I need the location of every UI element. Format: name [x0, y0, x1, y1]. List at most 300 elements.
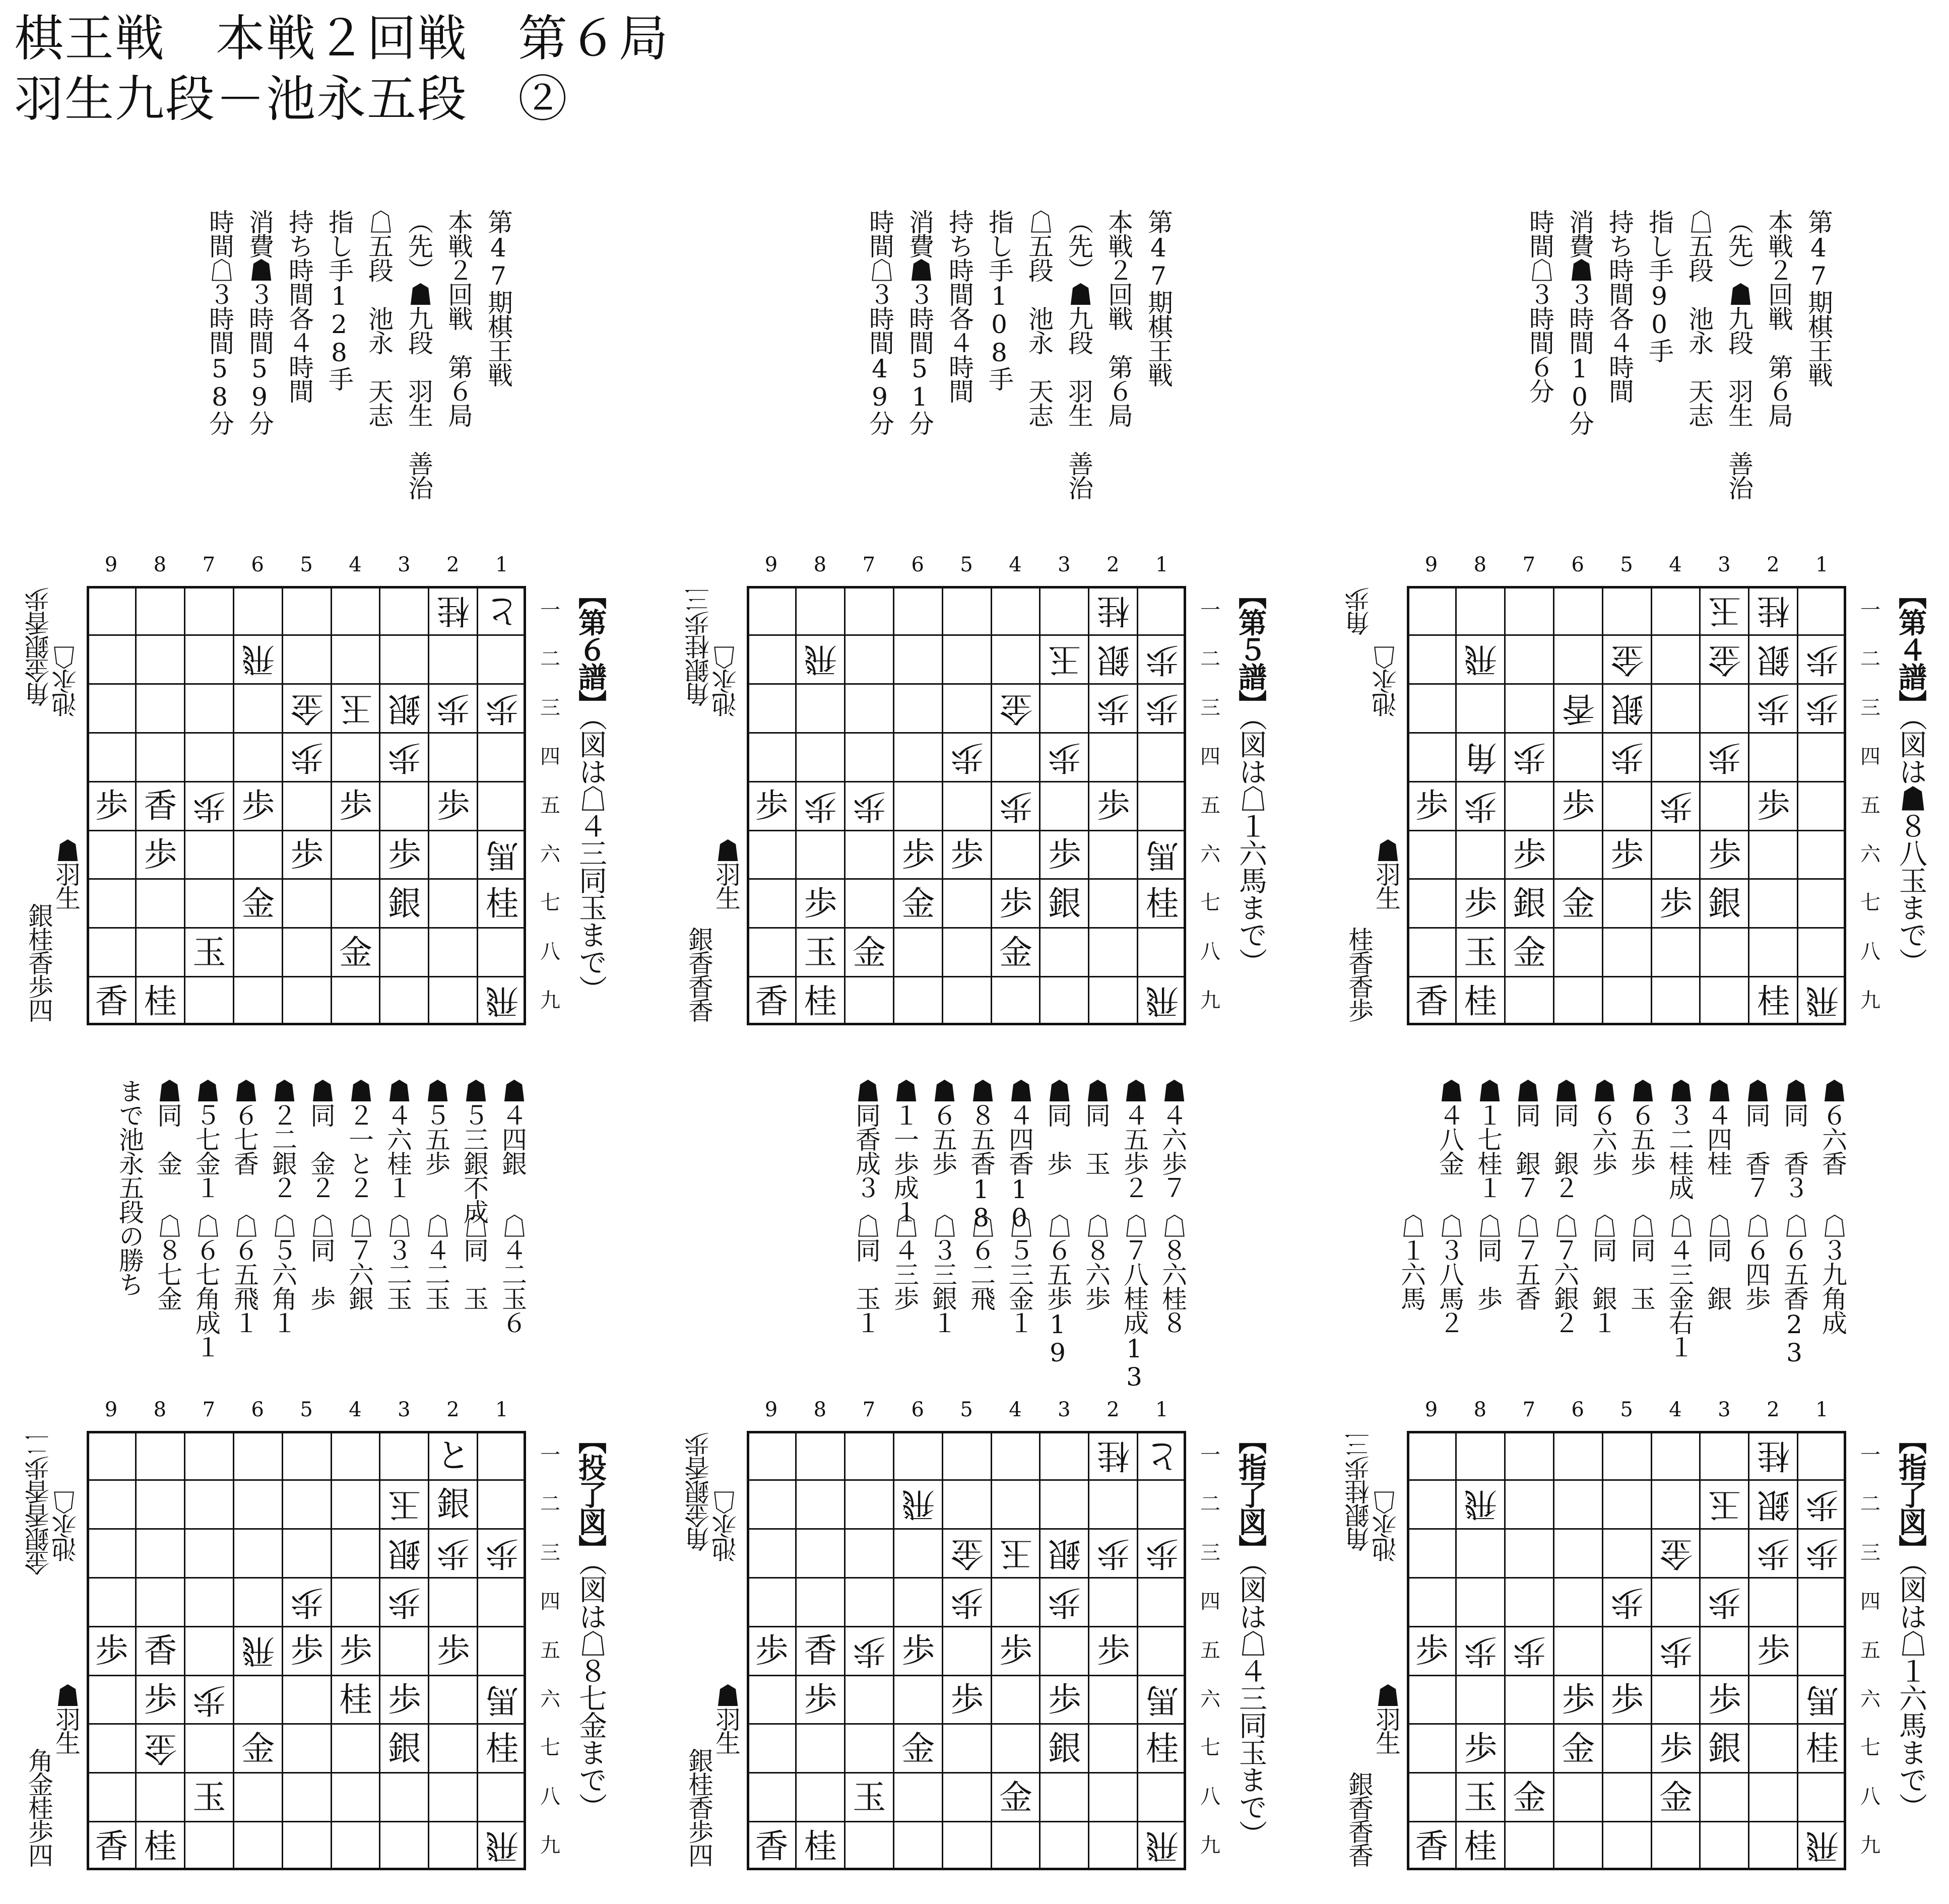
- gote-piece: 飛: [1145, 1827, 1179, 1866]
- file-number: 7: [862, 1398, 876, 1421]
- game-info-line: 第47期棋王戦: [1804, 209, 1833, 386]
- file-number: 7: [1522, 553, 1536, 576]
- sente-player-name: 羽生: [711, 1706, 741, 1754]
- sente-piece: 歩: [1610, 1680, 1644, 1719]
- sente-piece: 玉: [192, 1778, 226, 1817]
- rank-number: 六: [540, 842, 560, 866]
- game-info-line: 持ち時間各４時間: [285, 209, 314, 403]
- rank-number: 七: [540, 891, 560, 915]
- gote-piece: と: [1145, 1436, 1179, 1476]
- file-number: 9: [104, 1398, 118, 1421]
- game-info-line: 本戦２回戦 第６局: [1764, 209, 1793, 427]
- kifu-gote-move: ☖４二玉: [421, 1213, 450, 1310]
- file-number: 8: [813, 1398, 827, 1421]
- rank-number: 八: [1200, 940, 1220, 964]
- diagram-title: [576, 1426, 605, 1820]
- sente-piece: 香: [95, 981, 128, 1021]
- rank-number: 四: [1860, 1590, 1880, 1613]
- sente-piece: 香: [1415, 1826, 1449, 1866]
- kifu-gote-move: ☖３九角成: [1818, 1213, 1847, 1334]
- kifu-sente-move: ☗４六桂１: [383, 1078, 412, 1199]
- gote-piece: 角: [1464, 738, 1498, 777]
- rank-number: 六: [1200, 842, 1220, 866]
- kifu-gote-move: ☖同 歩: [1473, 1213, 1503, 1310]
- sente-player-name: 羽生: [51, 1706, 81, 1754]
- gote-piece: 歩: [1659, 787, 1693, 826]
- gote-piece: 歩: [485, 1534, 519, 1573]
- gote-piece: 歩: [1096, 689, 1130, 729]
- gote-piece: 歩: [1805, 1485, 1839, 1525]
- sente-piece: 歩: [339, 786, 372, 826]
- diagram-title: [1234, 581, 1267, 975]
- sente-piece: 歩: [1562, 786, 1595, 826]
- sente-piece: 歩: [436, 1631, 470, 1671]
- gote-piece: 銀: [1048, 1534, 1081, 1573]
- sente-piece: 歩: [901, 1631, 935, 1671]
- gote-piece: 玉: [1708, 592, 1741, 631]
- sente-piece: 歩: [144, 835, 177, 874]
- file-number: 7: [202, 1398, 216, 1421]
- rank-number: 八: [1860, 1785, 1880, 1809]
- sente-player-name: 羽生: [1372, 862, 1401, 909]
- game-info-line: ☖五段 池永 天志: [364, 209, 394, 427]
- kifu-sente-move: ☗同 金２: [306, 1078, 336, 1199]
- sente-piece: 歩: [387, 1680, 421, 1719]
- sente-piece: 歩: [804, 884, 837, 923]
- diagram-title-label: 【指了図】: [1894, 1426, 1927, 1562]
- rank-number: 二: [1200, 647, 1220, 671]
- sente-piece: 金: [1562, 1729, 1595, 1768]
- page-title-line1: 棋王戦 本戦２回戦 第６局: [14, 10, 670, 68]
- kifu-sente-move: ☗同香成３: [852, 1078, 881, 1199]
- kifu-gote-move: ☖同 銀１: [1588, 1213, 1617, 1334]
- rank-number: 五: [1200, 794, 1220, 817]
- kifu-sente-move: ☗６七香: [230, 1078, 259, 1175]
- kifu-gote-move: ☖同 銀: [1703, 1213, 1732, 1310]
- gote-name: [1374, 646, 1399, 717]
- kifu-sente-move: ☗６五歩: [1627, 1078, 1656, 1175]
- diagram-title-note: （図は☗８八玉まで）: [1895, 717, 1927, 975]
- gote-piece: 歩: [485, 689, 519, 729]
- gote-piece: 歩: [1757, 1534, 1790, 1573]
- kifu-sente-move: ☗同 歩: [1043, 1078, 1072, 1175]
- rank-number: 四: [540, 745, 560, 768]
- sente-piece: 香: [144, 786, 177, 826]
- game-info-line: 時間☖３時間58分: [205, 209, 234, 435]
- file-number: 1: [495, 553, 508, 576]
- gote-piece: 歩: [1805, 689, 1839, 729]
- gote-piece: 金: [950, 1534, 984, 1573]
- gote-piece: 歩: [1610, 738, 1644, 777]
- gote-player-name: 池永: [711, 670, 741, 717]
- sente-piece: 桂: [1464, 1826, 1498, 1866]
- gote-piece: 飛: [1464, 1485, 1498, 1525]
- diagram-title-note: （図は☖４三同玉まで）: [574, 717, 607, 1002]
- kifu-sente-move: ☗８五香18: [966, 1078, 996, 1231]
- gote-piece: 歩: [192, 787, 226, 826]
- rank-number: 八: [540, 1785, 560, 1809]
- kifu-sente-move: ☗同 香７: [1741, 1078, 1771, 1199]
- sente-piece: 桂: [1805, 1729, 1839, 1768]
- kifu-sente-move: ☗６五歩: [928, 1078, 957, 1175]
- grid-line: [89, 927, 524, 929]
- rank-number: 二: [540, 1492, 560, 1516]
- file-number: 2: [1107, 553, 1120, 576]
- sente-name: [1374, 1683, 1399, 1754]
- sente-piece: と: [436, 1436, 470, 1475]
- kifu-gote-move: ☖同 玉: [1627, 1213, 1656, 1310]
- kifu-gote-move: ☖７五香: [1512, 1213, 1541, 1310]
- gote-piece: 飛: [241, 640, 275, 680]
- sente-hand: 角金桂歩四: [24, 1748, 53, 1866]
- sente-piece: 玉: [853, 1778, 886, 1817]
- gote-piece: 歩: [1048, 738, 1081, 777]
- gote-mark: ☖: [1372, 1491, 1401, 1515]
- gote-piece: 歩: [1757, 689, 1790, 729]
- kifu-gote-move: ☖１六馬: [1397, 1213, 1426, 1310]
- sente-piece: 歩: [1708, 1680, 1741, 1719]
- rank-number: 二: [1860, 1492, 1880, 1516]
- kifu-gote-move: ☖６七角成１: [191, 1213, 221, 1358]
- sente-piece: 歩: [1610, 835, 1644, 874]
- kifu-gote-move: ☖８七金: [153, 1213, 182, 1310]
- diagram-title-label: 【第５譜】: [1234, 581, 1267, 717]
- gote-piece: 歩: [1659, 1632, 1693, 1671]
- rank-number: 五: [540, 794, 560, 817]
- sente-hand: 銀桂香歩四: [684, 1748, 713, 1866]
- sente-piece: 歩: [241, 786, 275, 826]
- sente-piece: 歩: [1415, 786, 1449, 826]
- kifu-gote-move: ☖６四歩: [1741, 1213, 1771, 1310]
- sente-piece: 金: [853, 933, 886, 972]
- gote-mark: ☖: [51, 646, 81, 670]
- gote-name: [53, 646, 79, 717]
- file-number: 5: [300, 1398, 313, 1421]
- gote-piece: 香: [1562, 689, 1595, 729]
- sente-hand: 銀香香香: [684, 927, 713, 1021]
- sente-piece: 金: [241, 884, 275, 923]
- sente-piece: 歩: [436, 786, 470, 826]
- sente-piece: 金: [901, 1729, 935, 1768]
- file-number: 5: [1620, 553, 1633, 576]
- gote-piece: 馬: [1145, 1681, 1179, 1720]
- file-number: 6: [1571, 553, 1584, 576]
- rank-number: 五: [1860, 794, 1880, 817]
- kifu-gote-move: ☖４三金右１: [1665, 1213, 1694, 1358]
- gote-piece: 歩: [290, 738, 324, 777]
- sente-piece: 桂: [144, 1826, 177, 1866]
- gote-piece: 飛: [901, 1485, 935, 1525]
- kifu-gote-move: ☖４二玉６: [498, 1213, 527, 1334]
- shogi-board: [87, 1431, 526, 1870]
- gote-piece: 金: [144, 1729, 177, 1768]
- sente-mark: ☗: [711, 1683, 741, 1706]
- sente-piece: 桂: [1145, 1729, 1179, 1768]
- gote-piece: 桂: [1757, 592, 1790, 631]
- game-info-line: 時間☖３時間６分: [1525, 209, 1554, 403]
- gote-hand: 金銀香香歩二: [24, 1433, 53, 1575]
- rank-number: 六: [1860, 1687, 1880, 1711]
- sente-piece: 桂: [485, 1729, 519, 1768]
- gote-name: [53, 1491, 79, 1562]
- gote-name: [713, 1491, 739, 1562]
- file-number: 4: [1009, 1398, 1022, 1421]
- kifu-gote-move: ☖６五香23: [1780, 1213, 1809, 1366]
- gote-player-name: 池永: [51, 1515, 81, 1562]
- sente-piece: 銀: [1048, 884, 1081, 923]
- kifu-sente-move: ☗５七金１: [191, 1078, 221, 1199]
- gote-piece: 歩: [950, 738, 984, 777]
- rank-number: 一: [1860, 599, 1880, 622]
- kifu-sente-move: ☗５五歩: [421, 1078, 450, 1175]
- file-number: 6: [911, 553, 924, 576]
- gote-piece: 金: [1708, 640, 1741, 680]
- gote-hand: 角銀桂歩三: [684, 588, 713, 707]
- kifu-gote-move: ☖７六銀: [345, 1213, 374, 1310]
- sente-piece: 歩: [1464, 1729, 1498, 1768]
- game-info-line: 第47期棋王戦: [1144, 209, 1173, 386]
- sente-piece: 桂: [804, 981, 837, 1021]
- rank-number: 五: [1200, 1638, 1220, 1662]
- sente-piece: 香: [1415, 981, 1449, 1021]
- gote-piece: 歩: [853, 1632, 886, 1671]
- game-info-line: 第47期棋王戦: [484, 209, 513, 386]
- shogi-board: [87, 586, 526, 1025]
- game-info-line: 指し手128手: [324, 209, 354, 390]
- sente-piece: 桂: [1757, 981, 1790, 1021]
- rank-number: 一: [540, 599, 560, 622]
- sente-piece: 銀: [1708, 884, 1741, 923]
- rank-number: 二: [540, 647, 560, 671]
- rank-number: 九: [1860, 989, 1880, 1013]
- gote-piece: 歩: [192, 1681, 226, 1720]
- file-number: 1: [1155, 553, 1168, 576]
- gote-piece: 銀: [387, 689, 421, 729]
- sente-piece: 歩: [1096, 786, 1130, 826]
- grid-line: [942, 588, 943, 1023]
- sente-piece: 歩: [1415, 1631, 1449, 1671]
- file-number: 2: [446, 1398, 460, 1421]
- sente-piece: 銀: [1048, 1729, 1081, 1768]
- gote-piece: 銀: [1757, 640, 1790, 680]
- rank-number: 九: [1200, 989, 1220, 1013]
- gote-piece: 歩: [1464, 787, 1498, 826]
- sente-piece: 金: [901, 884, 935, 923]
- sente-piece: 金: [1659, 1778, 1693, 1817]
- gote-piece: 歩: [1145, 640, 1179, 680]
- file-number: 9: [1424, 553, 1438, 576]
- gote-piece: 銀: [1757, 1485, 1790, 1525]
- shogi-board: [1407, 1431, 1846, 1870]
- sente-player-name: 羽生: [711, 862, 741, 909]
- gote-piece: 歩: [950, 1583, 984, 1622]
- file-number: 3: [1058, 553, 1071, 576]
- rank-number: 六: [1200, 1687, 1220, 1711]
- kifu-sente-move: ☗４四桂: [1703, 1078, 1732, 1175]
- gote-piece: 歩: [436, 1534, 470, 1573]
- kifu-gote-move: ☖７六銀２: [1550, 1213, 1579, 1334]
- file-number: 1: [1815, 1398, 1829, 1421]
- diagram-title-label: 【投了図】: [574, 1426, 607, 1562]
- gote-piece: 馬: [485, 1681, 519, 1720]
- sente-piece: 金: [1513, 933, 1546, 972]
- sente-hand: 銀香香香: [1344, 1771, 1374, 1866]
- gote-piece: 銀: [387, 1534, 421, 1573]
- sente-piece: 玉: [804, 933, 837, 972]
- gote-piece: 桂: [436, 592, 470, 631]
- file-number: 8: [153, 553, 167, 576]
- file-number: 9: [104, 553, 118, 576]
- kifu-gote-move: ☖６二飛: [966, 1213, 996, 1310]
- file-number: 3: [1718, 1398, 1731, 1421]
- sente-player-name: 羽生: [1372, 1706, 1401, 1754]
- gote-piece: 歩: [387, 738, 421, 777]
- file-number: 3: [1718, 553, 1731, 576]
- gote-piece: 飛: [485, 982, 519, 1021]
- sente-piece: 歩: [1757, 1631, 1790, 1671]
- sente-piece: 歩: [1659, 1729, 1693, 1768]
- file-number: 2: [1107, 1398, 1120, 1421]
- gote-piece: 桂: [1096, 592, 1130, 631]
- game-info-line: 指し手108手: [985, 209, 1014, 390]
- file-number: 1: [1155, 1398, 1168, 1421]
- file-number: 3: [398, 1398, 411, 1421]
- kifu-sente-move: ☗６六歩: [1588, 1078, 1617, 1175]
- file-number: 5: [300, 553, 313, 576]
- rank-number: 九: [1860, 1834, 1880, 1858]
- sente-name: [53, 838, 79, 909]
- gote-name: [713, 646, 739, 717]
- sente-piece: 桂: [1145, 884, 1179, 923]
- gote-piece: 玉: [1708, 1485, 1741, 1525]
- sente-name: [713, 838, 739, 909]
- sente-piece: 歩: [290, 835, 324, 874]
- sente-piece: 桂: [804, 1826, 837, 1866]
- diagram-title: [1234, 1426, 1267, 1847]
- gote-player-name: 池永: [1372, 670, 1401, 717]
- sente-piece: 銀: [436, 1485, 470, 1524]
- sente-piece: 歩: [950, 835, 984, 874]
- sente-piece: 歩: [144, 1680, 177, 1719]
- gote-piece: 玉: [1048, 640, 1081, 680]
- gote-mark: ☖: [711, 1491, 741, 1515]
- rank-number: 四: [1860, 745, 1880, 768]
- gote-name: [1374, 1491, 1399, 1562]
- shogi-board: [747, 586, 1186, 1025]
- gote-piece: 歩: [804, 787, 837, 826]
- game-info-line: （先）☗九段 羽生 善治: [404, 209, 433, 499]
- sente-piece: 歩: [1757, 786, 1790, 826]
- kifu-sente-move: ☗同 銀２: [1550, 1078, 1579, 1199]
- gote-piece: 玉: [339, 689, 372, 729]
- gote-piece: と: [485, 592, 519, 631]
- kifu-sente-move: ☗１一歩成１: [890, 1078, 919, 1223]
- gote-hand: 角金銀香歩: [684, 1433, 713, 1552]
- game-info-line: 消費☗３時間59分: [245, 209, 274, 435]
- sente-piece: 歩: [1048, 835, 1081, 874]
- diagram-title-note: （図は☖１六馬まで）: [1235, 717, 1267, 975]
- rank-number: 九: [540, 989, 560, 1013]
- sente-hand: 桂香香歩: [1344, 927, 1374, 1021]
- kifu-gote-move: ☖６五歩19: [1043, 1213, 1072, 1366]
- kifu-gote-move: ☖７八桂成13: [1120, 1213, 1149, 1391]
- sente-piece: 歩: [999, 884, 1032, 923]
- gote-piece: 歩: [853, 787, 886, 826]
- gote-piece: 歩: [1805, 1534, 1839, 1573]
- diagram-title: [576, 581, 605, 1002]
- gote-piece: 桂: [1096, 1436, 1130, 1476]
- kifu-sente-move: ☗５三銀不成: [460, 1078, 489, 1223]
- file-number: 4: [1669, 553, 1682, 576]
- gote-piece: 飛: [1805, 982, 1839, 1021]
- file-number: 1: [1815, 553, 1829, 576]
- game-info-line: 本戦２回戦 第６局: [1104, 209, 1133, 427]
- sente-piece: 歩: [755, 1631, 789, 1671]
- rank-number: 三: [540, 1541, 560, 1564]
- grid-line: [749, 1772, 1184, 1774]
- kifu-gote-move: ☖６五飛１: [230, 1213, 259, 1334]
- sente-piece: 銀: [387, 884, 421, 923]
- rank-number: 二: [1200, 1492, 1220, 1516]
- shogi-board: [1407, 586, 1846, 1025]
- rank-number: 一: [1860, 1443, 1880, 1467]
- diagram-title: [1894, 1426, 1927, 1820]
- gote-piece: 歩: [1096, 1534, 1130, 1573]
- rank-number: 三: [540, 696, 560, 719]
- diagram-title-note: （図は☖８七金まで）: [574, 1562, 607, 1820]
- rank-number: 六: [540, 1687, 560, 1711]
- sente-name: [1374, 838, 1399, 909]
- sente-piece: 歩: [804, 1680, 837, 1719]
- sente-piece: 歩: [755, 786, 789, 826]
- rank-number: 八: [1200, 1785, 1220, 1809]
- sente-piece: 香: [755, 1826, 789, 1866]
- rank-number: 七: [1860, 1736, 1880, 1760]
- sente-piece: 金: [999, 933, 1032, 972]
- sente-piece: 歩: [950, 1680, 984, 1719]
- rank-number: 一: [1200, 1443, 1220, 1467]
- game-info-line: 指し手90手: [1645, 209, 1674, 362]
- kifu-gote-move: ☖同 玉１: [852, 1213, 881, 1334]
- file-number: 2: [1767, 553, 1780, 576]
- gote-piece: 金: [290, 689, 324, 729]
- sente-piece: 歩: [290, 1631, 324, 1671]
- gote-piece: 歩: [1708, 1583, 1741, 1622]
- sente-piece: 歩: [1048, 1680, 1081, 1719]
- kifu-gote-move: ☖５六角１: [268, 1213, 297, 1334]
- kifu-sente-move: ☗４八金: [1435, 1078, 1464, 1175]
- sente-piece: 金: [1513, 1778, 1546, 1817]
- rank-number: 五: [540, 1638, 560, 1662]
- rank-number: 一: [540, 1443, 560, 1467]
- rank-number: 六: [1860, 842, 1880, 866]
- sente-piece: 香: [95, 1826, 128, 1866]
- diagram-title-label: 【指了図】: [1234, 1426, 1267, 1562]
- rank-number: 二: [1860, 647, 1880, 671]
- file-number: 8: [153, 1398, 167, 1421]
- file-number: 8: [1473, 1398, 1487, 1421]
- kifu-sente-move: ☗１七桂１: [1473, 1078, 1503, 1199]
- file-number: 4: [349, 553, 362, 576]
- rank-number: 三: [1200, 696, 1220, 719]
- sente-mark: ☗: [51, 838, 81, 862]
- game-info-line: 本戦２回戦 第６局: [444, 209, 473, 427]
- sente-mark: ☗: [51, 1683, 81, 1706]
- kifu-sente-move: ☗４四銀: [498, 1078, 527, 1175]
- kifu-gote-move: ☖同 玉: [460, 1213, 489, 1310]
- rank-number: 七: [540, 1736, 560, 1760]
- kifu-gote-move: ☖同 歩: [306, 1213, 336, 1310]
